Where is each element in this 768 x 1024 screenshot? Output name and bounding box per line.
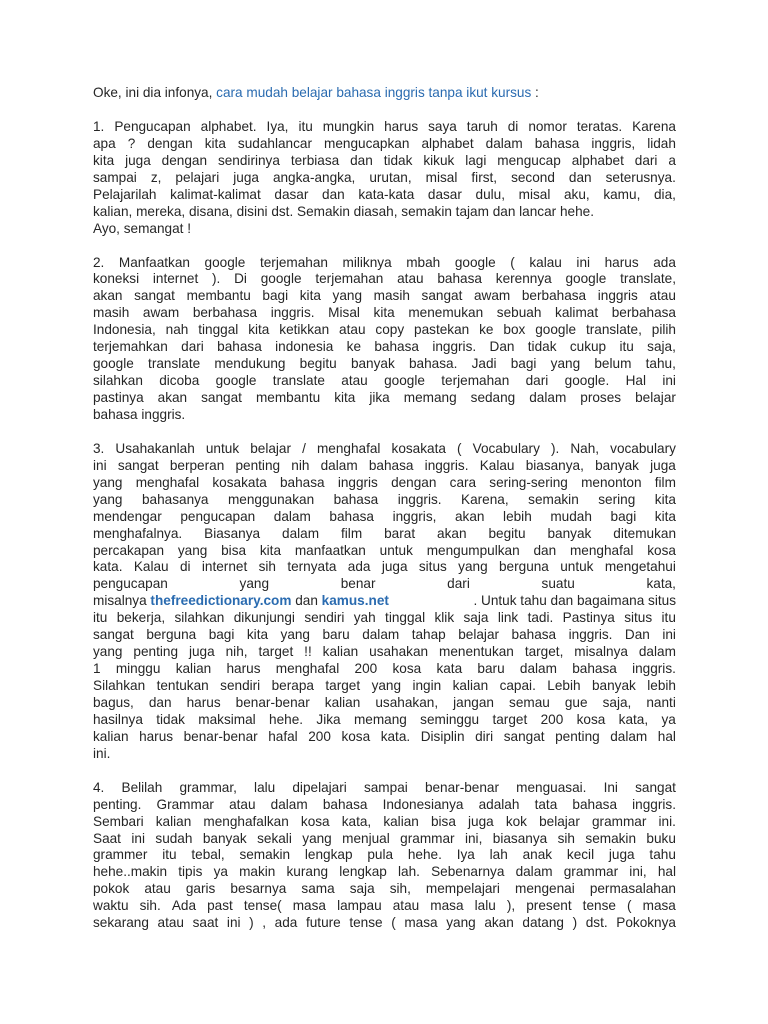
- intro-suffix: :: [531, 85, 539, 100]
- text-line: waktu sih. Ada past tense( masa lampau atau masa lalu ), present tense ( masa: [93, 898, 676, 914]
- text-line: itu bekerja, silahkan dikunjungi sendiri yah tinggal klik saja link tadi. Pastinya situs itu: [93, 610, 676, 626]
- text-line: hehe..makin tipis ya makin kurang lengkap lah. Sebenarnya dalam grammar ini, hal: [93, 864, 676, 880]
- text-line: 2. Manfaatkan google terjemahan miliknya mbah google ( kalau ini harus ada: [93, 254, 676, 270]
- text-line: percakapan yang bisa kita manfaatkan untuk mengumpulkan dan menghafal kosa: [93, 542, 676, 558]
- text-line: google translate mendukung begitu banyak bahasa. Jadi bagi yang belum tahu,: [93, 356, 676, 372]
- text-line: ini.: [93, 745, 111, 761]
- text-line: bahasa inggris.: [93, 406, 186, 422]
- text-line: 1 minggu kalian harus menghafal 200 kosa kata baru dalam bahasa inggris.: [93, 661, 676, 677]
- text-line: Sembari kalian menghafalkan kosa kata, kalian bisa juga kok belajar grammar ini.: [93, 813, 676, 829]
- text-line: kata. Kalau di internet sih ternyata ada juga situs yang berguna untuk mengetahui: [93, 559, 676, 575]
- text-line: koneksi internet ). Di google terjemahan atau bahasa kerennya google translate,: [93, 271, 676, 287]
- text-line: bagus, dan harus benar-benar kalian usahakan, jangan semau gue saja, nanti: [93, 694, 676, 710]
- text-line: hasilnya tidak maksimal hehe. Jika memang seminggu target 200 kosa kata, ya: [93, 711, 676, 727]
- article-title-link[interactable]: cara mudah belajar bahasa inggris tanpa ikut kursus: [216, 85, 532, 100]
- text-line: Saat ini sudah banyak sekali yang menjual grammar ini, biasanya sih semakin buku: [93, 830, 676, 846]
- intro-line: [93, 85, 676, 102]
- text-line: pengucapan yang benar dari suatu kata,: [93, 576, 676, 592]
- paragraph-2: [93, 255, 676, 424]
- text-line: masih awam berbahasa inggris. Misal kita menemukan sebuah kalimat berbahasa: [93, 305, 676, 321]
- text-line: pastinya akan sangat membantu kita jika memang sedang dalam proses belajar: [93, 390, 676, 405]
- text-line: menghafalnya. Biasanya dalam film barat akan begitu banyak ditemukan: [93, 525, 676, 541]
- text-line: kita juga dengan sendirinya terbiasa dan tidak kikuk lagi mengucap alphabet dari a: [93, 152, 676, 168]
- p3-link-line: [93, 593, 676, 610]
- intro-prefix: Oke, ini dia infonya,: [93, 85, 217, 100]
- text-line: yang penting juga nih, target !! kalian usahakan menentukan target, misalnya dalam: [93, 644, 676, 660]
- text-line: Silahkan tentukan sendiri berapa target yang ingin kalian capai. Lebih banyak lebih: [93, 678, 676, 693]
- kamus-net-link[interactable]: kamus.net: [321, 593, 389, 609]
- text-line: Indonesia, nah tinggal kita ketikkan atau copy pastekan ke box google translate, pilih: [93, 322, 676, 338]
- text-line: sampai z, pelajari juga angka-angka, urutan, misal first, second dan seterusnya.: [93, 169, 676, 185]
- text-line: silahkan dicoba google translate atau google terjemahan dari google. Hal ini: [93, 373, 676, 389]
- thefreedictionary-link[interactable]: thefreedictionary.com: [150, 593, 292, 609]
- text-line: 3. Usahakanlah untuk belajar / menghafal kosakata ( Vocabulary ). Nah, vocabulary: [93, 440, 676, 456]
- text-line: Ayo, semangat !: [93, 220, 191, 236]
- text-line: mendengar pengucapan dalam bahasa inggris, akan lebih mudah bagi kita: [93, 508, 676, 524]
- text-line: akan sangat membantu bagi kita yang masih sangat awam berbahasa inggris atau: [93, 288, 676, 304]
- text-line: apa ? dengan kita sudahlancar mengucapkan alphabet dalam bahasa inggris, lidah: [93, 135, 676, 151]
- text-line: sangat berguna bagi kita yang baru dalam tahap belajar bahasa inggris. Dan ini: [93, 627, 676, 643]
- paragraph-1: [93, 119, 676, 238]
- paragraph-3a: [93, 441, 676, 593]
- paragraph-4: [93, 780, 676, 932]
- text-line: pokok atau garis besarnya sama saja sih, mempelajari mengenai permasalahan: [93, 881, 676, 897]
- text-line: terjemahkan dari bahasa indonesia ke bahasa inggris. Dan tidak cukup itu saja,: [93, 339, 676, 355]
- text-line: yang menghafal kosakata bahasa inggris dengan cara sering-sering menonton film: [93, 474, 676, 490]
- text-line: kalian harus benar-benar hafal 200 kosa kata. Disiplin diri sangat penting dalam hal: [93, 728, 676, 744]
- article-body: [93, 85, 676, 932]
- text-line: penting. Grammar atau dalam bahasa Indonesianya adalah tata bahasa inggris.: [93, 796, 676, 812]
- text-line: ini sangat berperan penting nih dalam bahasa inggris. Kalau biasanya, banyak juga: [93, 457, 676, 473]
- text-line: sekarang atau saat ini ) , ada future tense ( masa yang akan datang ) dst. Pokoknya: [93, 915, 676, 931]
- p3-link-prefix: misalnya: [93, 593, 151, 609]
- text-line: 4. Belilah grammar, lalu dipelajari sampai benar-benar menguasai. Ini sangat: [93, 779, 676, 795]
- text-line: kalian, mereka, disana, disini dst. Semakin diasah, semakin tajam dan lancar hehe.: [93, 203, 594, 219]
- p3-link-middle: dan: [291, 593, 322, 609]
- text-line: 1. Pengucapan alphabet. Iya, itu mungkin harus saya taruh di nomor teratas. Karena: [93, 118, 676, 134]
- p3-link-suffix: . Untuk tahu dan bagaimana situs: [469, 593, 676, 609]
- text-line: Pelajarilah kalimat-kalimat dasar dan kata-kata dasar dulu, misal aku, kamu, dia,: [93, 186, 676, 202]
- text-line: grammer itu tebal, semakin lengkap pula hehe. Iya lah anak kecil juga tahu: [93, 847, 676, 863]
- text-line: yang bahasanya menggunakan bahasa inggris. Karena, semakin sering kita: [93, 491, 676, 507]
- paragraph-3b: [93, 610, 676, 762]
